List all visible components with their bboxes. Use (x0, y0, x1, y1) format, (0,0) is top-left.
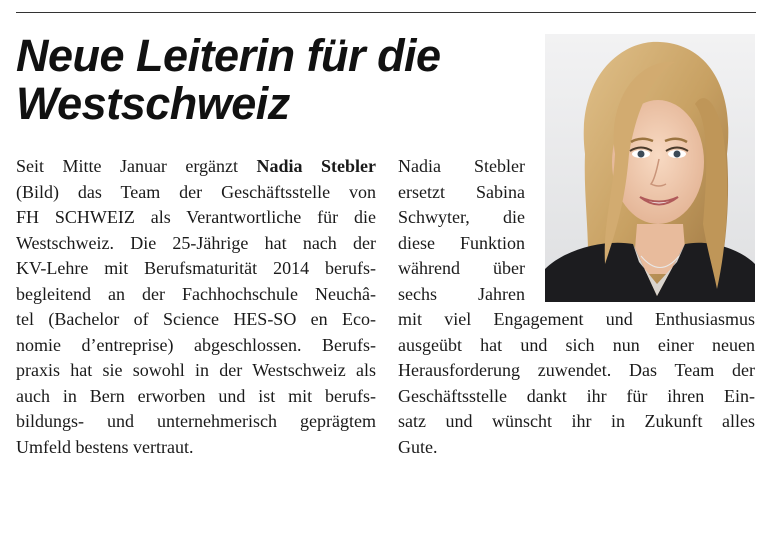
col2-line: Geschäftsstelle dankt ihr für ihren Ein- (398, 385, 755, 406)
col1-line: tel (Bachelor of Science HES-SO en Eco- (16, 309, 376, 329)
article-column-2-bottom (398, 307, 755, 460)
person-name: Nadia Stebler (256, 156, 377, 176)
col2-line: ersetzt Sabina (398, 181, 525, 202)
col2-line: sechs Jahren (398, 283, 525, 304)
col1-line: Seit Mitte Januar ergänzt Nadia Stebler (16, 156, 377, 176)
col1-line: (Bild) das Team der Geschäftsstelle von (16, 181, 376, 202)
top-rule (16, 12, 756, 13)
col1-line: nomie d’entreprise) abgeschlossen. Berufs- (16, 334, 376, 355)
col2-line: während über (398, 258, 525, 278)
col1-line: bildungs- und unternehmerisch geprägtem (16, 411, 376, 431)
col2-line: mit viel Engagement und Enthusiasmus (398, 309, 755, 329)
col2-line: satz und wünscht ihr in Zukunft alles (398, 411, 755, 431)
col1-line: KV-Lehre mit Berufsmaturität 2014 berufs- (16, 258, 376, 278)
article-column-2-top (398, 154, 525, 307)
col1-line: Umfeld bestens vertraut. (16, 436, 194, 457)
col2-line: diese Funktion (398, 232, 525, 253)
col2-line: Herausforderung zuwendet. Das Team der (398, 360, 755, 380)
col2-line: Schwyter, die (398, 207, 525, 227)
col2-line: Gute. (398, 436, 438, 457)
portrait-photo (545, 34, 755, 302)
headline-line-2: Westschweiz (16, 78, 290, 129)
headline-line-1: Neue Leiterin für die (16, 30, 441, 81)
col1-line: Westschweiz. Die 25-Jährige hat nach der (16, 232, 376, 253)
article-column-1 (16, 154, 376, 460)
col1-line: praxis hat sie sowohl in der Westschweiz als (16, 360, 376, 380)
col1-line: FH SCHWEIZ als Verantwortliche für die (16, 207, 376, 227)
col1-line: auch in Bern erworben und ist mit berufs- (16, 385, 376, 406)
col2-line: Nadia Stebler (398, 156, 525, 176)
article-headline (16, 32, 536, 128)
col1-line: begleitend an der Fachhochschule Neuchâ- (16, 283, 376, 304)
col2-line: ausgeübt hat und sich nun einer neuen (398, 334, 755, 355)
